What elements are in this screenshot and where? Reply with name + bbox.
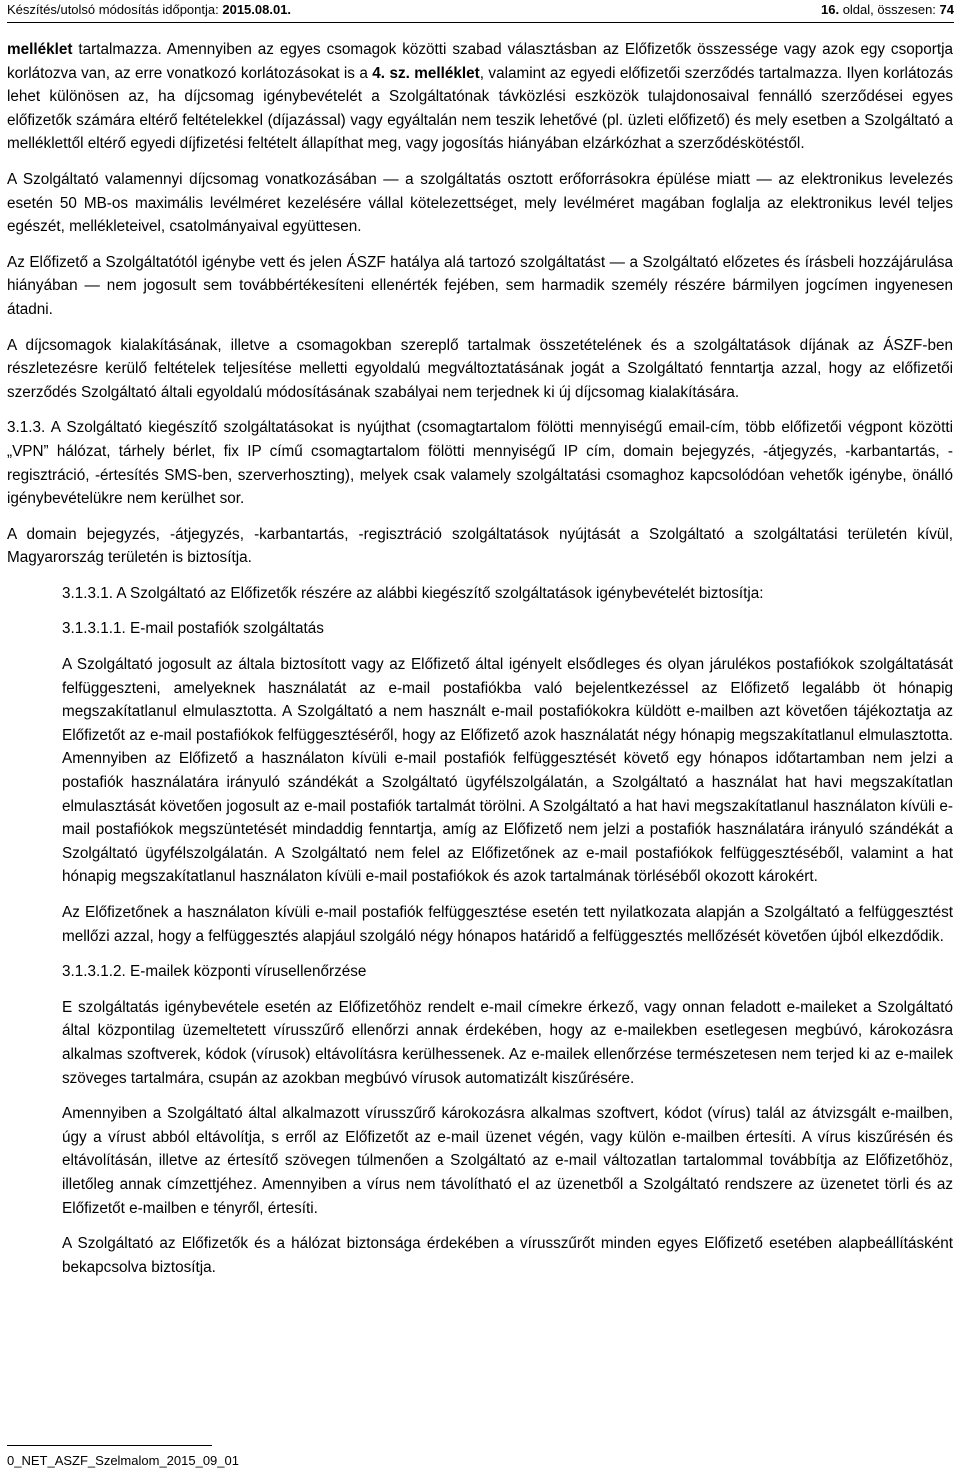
heading-3-1-3-1-2: 3.1.3.1.2. E-mailek központi vírusellenőrzése bbox=[62, 963, 367, 981]
heading-3-1-3-1: 3.1.3.1. A Szolgáltató az Előfizetők részére az alábbi kiegészítő szolgáltatások igénybevételét biztosítja: bbox=[62, 584, 764, 602]
footer-divider bbox=[7, 1445, 212, 1446]
paragraph-text: , valamint az egyedi előfizetői szerződés tartalmazza. Ilyen korlátozás lehet különösen az, ha díjcsomag igénybevételét a Szolgáltatónak távközlési eszközök tulajdonosaival fennálló szerződései egyes előfizetők számára eltérő feltételekkel (díjazással) vagy egyáltalán nem teszik lehetővé (pl. üzleti előfizető) és mely esetben a Szolgáltató a melléklettől eltérő egyedi díjfizetési feltételt állapíthat meg, vagy jogosítás hiányában elzárkózhat a szerződéskötéstől. bbox=[7, 64, 954, 153]
paragraph-package-changes: A díjcsomagok kialakításának, illetve a csomagokban szereplő tartalmak összetételének és a szolgáltatások díjának az ÁSZF-ben részletezésre kerülő feltételek teljesítése melletti egyoldalú megváltoztatásának jogát a Szolgáltató fenntartja azzal, hogy az előfizetői szerződés Szolgáltató általi egyoldalú módosításának szabályai nem terjednek ki új díjcsomag kialakítására. bbox=[7, 336, 953, 401]
paragraph-3-1-3: 3.1.3. A Szolgáltató kiegészítő szolgáltatásokat is nyújthat (csomagtartalom fölötti mennyiségű email-cím, több előfizetői végpont közötti „VPN” hálózat, tárhely bérlet, fix IP című csomagtartalom fölötti mennyiségű IP cím, domain bejegyzés, -átjegyzés, -karbantartás, -regisztráció, -értesítés SMS-ben, szerverhoszting), melyek csak valamely szolgáltatási csomaghoz kapcsolódóan vehetők igénybe, önálló igénybevételükre nem kerülhet sor. bbox=[7, 419, 953, 508]
header-page-total: 74 bbox=[939, 2, 954, 17]
paragraph-mailbox-suspension: A Szolgáltató jogosult az általa biztosított vagy az Előfizető által igényelt elsődleges és olyan járulékos postafiókok szolgáltatását felfüggeszteni, amelyeknek használatát az e-mail postafiókba való bejelentkezéssel az Előfizető legalább öt hónapig megszakítatlanul elmulasztotta. A Szolgáltató a nem használt e-mail postafiókokra küldött e-mailben azt követően tájékoztatja az Előfizetőt az e-mail postafiókok felfüggesztéséről, hogy az Előfizető azok használatát négy hónapig megszakítatlanul elmulasztotta. Amennyiben az Előfizető a használaton kívüli e-mail postafiók felfüggesztését követő egy hónapos időtartamban nem jelzi a postafiók használatára irányuló szándékát a Szolgáltató ügyfélszolgálatán, a Szolgáltató a használat hat havi megszakítatlan elmulasztását követően jogosult az e-mail postafiók tartalmát törölni. A Szolgáltató a hat havi megszakítatlanul használaton kívüli e-mail postafiókok megszüntetését mindaddig fenntartja, amíg az Előfizető nem jelzi a postafiók használatára irányuló szándékát a Szolgáltató ügyfélszolgálatán. A Szolgáltató nem felel az Előfizetőnek az e-mail postafiókok felfüggesztéséből, valamint a hat hónapig megszakítatlanul használaton kívüli e-mail postafiókok és azok tartalmának törléséből okozott károkért. bbox=[62, 656, 953, 886]
bold-4-sz-melleklet: 4. sz. melléklet bbox=[372, 64, 480, 82]
bold-melleklet: melléklet bbox=[7, 41, 73, 58]
footer-filename: 0_NET_ASZF_Szelmalom_2015_09_01 bbox=[7, 1453, 239, 1468]
page-body bbox=[7, 38, 953, 1291]
paragraph-virus-removal: Amennyiben a Szolgáltató által alkalmazott vírusszűrő károkozásra alkalmas szoftvert, kódot (vírus) talál az átvizsgált e-mailben, úgy a vírust abból eltávolítja, s erről az Előfizetőt az e-mail üzenet végén, vagy külön e-mailben értesíti. A vírus kiszűrésén és eltávolításán, illetve az értesítő szövegen túlmenően a Szolgáltató az e-mail változatlan tartalommal továbbítja az Előfizetőhöz, illetőleg annak címzettjéhez. Amennyiben a vírus nem távolítható el az üzenetből a Szolgáltató rendszere az üzenetet törli és az Előfizetőt e-mailben e tényről, értesíti. bbox=[62, 1105, 953, 1217]
paragraph-text: tartalmazza. Amennyiben az egyes csomagok közötti szabad választásban az Előfizetők összessége vagy azok egy csoportja korlátozva van, az erre vonatkozó korlátozásokat is a bbox=[7, 41, 953, 82]
header-date: 2015.08.01. bbox=[222, 2, 292, 17]
header-prefix: Készítés/utolsó módosítás időpontja: bbox=[7, 2, 223, 17]
paragraph-mail-size: A Szolgáltató valamennyi díjcsomag vonatkozásában — a szolgáltatás osztott erőforrásokra épülése miatt — az elektronikus levelezés esetén 50 MB-os maximális levélméret kezelésére vállal kötelezettséget, mely levélméret magában foglalja az elektronikus levél teljes egészét, mellékleteivel, csatolmányaival együttesen. bbox=[7, 170, 953, 236]
paragraph-suspension-waiver: Az Előfizetőnek a használaton kívüli e-mail postafiók felfüggesztése esetén tett nyilatkozata alapján a Szolgáltató a felfüggesztést mellőzi azzal, hogy a felfüggesztés alapjául szolgáló négy hónapos határidő a felfüggesztés mellőzését követően újból elkezdődik. bbox=[62, 904, 953, 945]
paragraph-domain: A domain bejegyzés, -átjegyzés, -karbantartás, -regisztráció szolgáltatások nyújtását a Szolgáltató a szolgáltatási területén kívül, Magyarország területén is biztosítja. bbox=[7, 525, 953, 567]
header-page-info bbox=[821, 0, 954, 20]
page-header bbox=[7, 0, 954, 23]
heading-3-1-3-1-1: 3.1.3.1.1. E-mail postafiók szolgáltatás bbox=[62, 620, 324, 638]
paragraph-resale: Az Előfizető a Szolgáltatótól igénybe vett és jelen ÁSZF hatálya alá tartozó szolgáltatást — a Szolgáltató előzetes és írásbeli hozzájárulása hiányában — nem jogosult sem továbbértékesíteni ellenérték fejében, sem harmadik személy részére bármilyen jogcímen ingyenesen átadni. bbox=[7, 253, 953, 318]
paragraph-virus-check: E szolgáltatás igénybevétele esetén az Előfizetőhöz rendelt e-mail címekre érkező, vagy onnan feladott e-maileket a Szolgáltató által központilag üzemeltetett vírusszűrő ellenőrzi annak érdekében, hogy az e-mailekben esetlegesen megbúvó, károkozásra alkalmas szoftverek, kódok (vírusok) eltávolításra kerülhessenek. Az e-mailek ellenőrzése természetesen nem terjed ki az e-mailek szöveges tartalmára, csupán az azokban megbúvó vírusok automatizált kiszűrésére. bbox=[62, 998, 953, 1087]
paragraph-virus-default: A Szolgáltató az Előfizetők és a hálózat biztonsága érdekében a vírusszűrőt minden egyes Előfizető esetében alapbeállításként bekapcsolva biztosítja. bbox=[62, 1235, 953, 1276]
header-page-number: 16. bbox=[821, 2, 840, 17]
header-page-mid: oldal, összesen: bbox=[839, 2, 940, 17]
header-revision-date bbox=[7, 0, 291, 20]
paragraph-package-restrictions bbox=[7, 38, 953, 156]
